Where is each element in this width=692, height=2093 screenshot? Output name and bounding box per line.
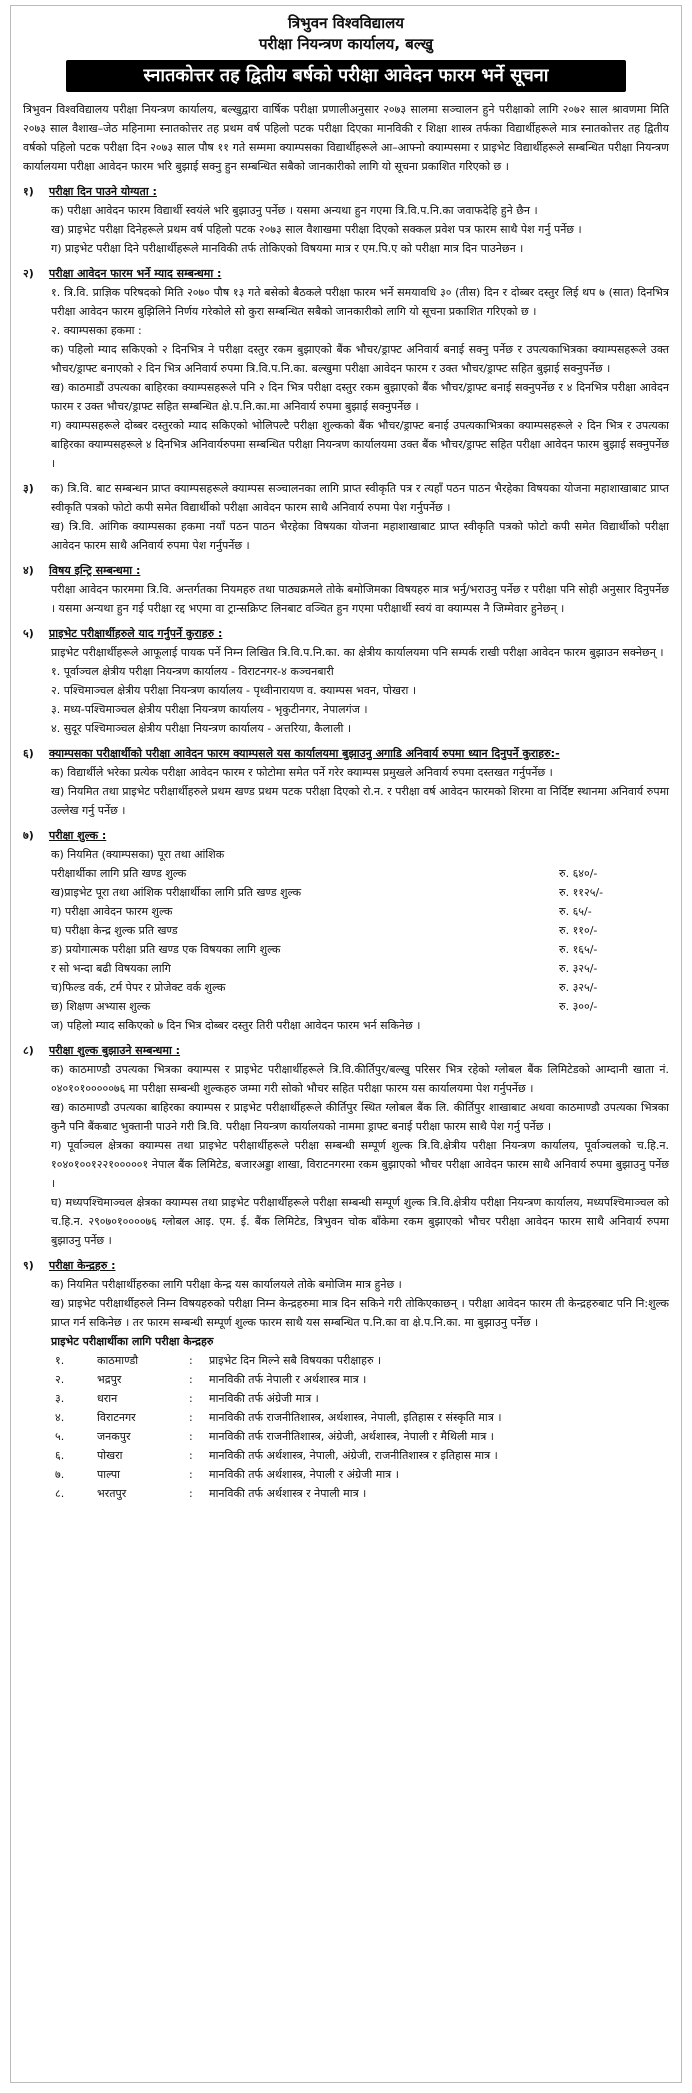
table-row: ३. धरान : मानविकी तर्फ अंग्रेजी मात्र ।: [55, 1392, 319, 1405]
table-row: १. काठमाण्डौ : प्राइभेट दिन मिल्ने सबै विषयका परीक्षाहरु ।: [55, 1354, 382, 1367]
office-item: १. पूर्वाञ्चल क्षेत्रीय परीक्षा नियन्त्रण कार्यालय - विराटनगर-४ कञ्चनबारी: [51, 665, 334, 678]
section-exam-centers: [23, 1256, 669, 1503]
fee-intro: क) नियमित (क्याम्पसका) पूरा तथा आंशिक: [51, 848, 225, 861]
list-item: ख) काठमाडौं उपत्यका बाहिरका क्याम्पसहरूले पनि २ दिन भित्र परीक्षा दस्तुर रकम बुझाएको बैंक भौचर/ड्राफ्ट बनाई सक्नुपर्नेछ र ४ दिनभित्र परीक्षा आवेदन फारम र उक्त भौचर/ड्राफ्ट सहित सम्बन्धित क्षे.प.नि.का.मा अनिवार्य रुपमा बुझाई सक्नुपर्नेछ ।: [51, 381, 669, 413]
fee-row: ग) परीक्षा आवेदन फारम शुल्क रु. ६५/-: [51, 905, 592, 918]
fee-row: ङ) प्रयोगात्मक परीक्षा प्रति खण्ड एक विषयका लागि शुल्क रु. १६५/-: [51, 943, 598, 956]
list-item: घ) मध्यपश्चिमाञ्चल क्षेत्रका क्याम्पस तथा प्राइभेट परीक्षार्थीहरूले परीक्षा सम्बन्धी सम्पूर्ण शुल्क त्रि.वि.क्षेत्रीय परीक्षा नियन्त्रण कार्यालय, मध्यपश्चिमाञ्चल को च.हि.न. २९०७०१००००७६ ग्लोबल आइ. एम. ई. बैंक लिमिटेड, त्रिभुवन चोक बाँकेमा रकम बुझाएको भौचर परीक्षा आवेदन फारम साथै अनिवार्य रुपमा बुझाउनु पर्नेछ ।: [51, 1196, 669, 1247]
list-item: ग) प्राइभेट परीक्षा दिने परीक्षार्थीहरूले मानविकी तर्फ तोकिएको विषयमा मात्र र एम.पि.ए को परीक्षा मात्र दिन पाउनेछन ।: [51, 242, 524, 255]
section-deadline: [23, 264, 669, 473]
section-heading: ४) विषय इन्ट्रि सम्बन्धमा :: [23, 564, 141, 577]
section-heading: ३): [23, 482, 34, 495]
section-campus-checks: [23, 744, 669, 820]
centers-table: [51, 1351, 505, 1503]
table-row: ८. भरतपुर : मानविकी तर्फ अर्थशास्त्र र नेपाली मात्र ।: [55, 1487, 367, 1500]
fee-note: ज) पहिलो म्याद सकिएको ७ दिन भित्र दोब्बर दस्तुर तिरी परीक्षा आवेदन फारम भर्न सकिनेछ ।: [51, 1019, 421, 1032]
list-item: ख) नियमित तथा प्राइभेट परीक्षार्थीहरुले प्रथम खण्ड प्रथम पटक परीक्षा दिएको रो.न. र परीक्षा वर्ष आवेदन फारमको शिरमा वा निर्दिष्ट स्थानमा अनिवार्य रुपमा उल्लेख गर्नु पर्नेछ ।: [51, 785, 669, 817]
section-private-notes: [23, 624, 669, 738]
notice-title-banner: स्नातकोत्तर तह द्वितीय बर्षको परीक्षा आवेदन फारम भर्ने सूचना: [66, 60, 626, 92]
section-heading: ६) क्याम्पसका परीक्षार्थीको परीक्षा आवेदन फारम क्याम्पसले यस कार्यालयमा बुझाउनु अगाडि अनिवार्य रुपमा ध्यान दिनुपर्ने कुराहरु:-: [23, 747, 560, 760]
section-fee-payment: [23, 1041, 669, 1250]
list-item: क) नियमित परीक्षार्थीहरुका लागि परीक्षा केन्द्र यस कार्यालयले तोके बमोजिम मात्र हुनेछ ।: [51, 1278, 402, 1291]
university-name: त्रिभुवन विश्वविद्यालय: [288, 14, 404, 32]
table-row: ५. जनकपुर : मानविकी तर्फ राजनीतिशास्त्र, अंग्रेजी, अर्थशास्त्र, नेपाली र मैथिली मात्र ।: [55, 1430, 494, 1443]
notice-page: [10, 5, 682, 2083]
list-item: २. क्याम्पसका हकमा :: [51, 324, 142, 337]
section-text: परीक्षा आवेदन फारममा त्रि.वि. अन्तर्गतका नियमहरु तथा पाठ्यक्रमले तोके बमोजिमका विषयहरु मात्र भर्नु/भराउनु पर्नेछ र परीक्षा पनि सोही अनुसार दिनुपर्नेछ । यसमा अन्यथा हुन गई परीक्षा रद्द भएमा वा ट्रान्सक्रिप्ट लिनबाट वञ्चित हुन गएमा परीक्षार्थी स्वयं वा क्याम्पस नै जिम्मेवार हुनेछन् ।: [51, 583, 669, 615]
office-item: ४. सुदूर पश्चिमाञ्चल क्षेत्रीय परीक्षा नियन्त्रण कार्यालय - अत्तरिया, कैलाली ।: [51, 722, 352, 735]
list-item: ख) प्राइभेट परीक्षा दिनेहरूले प्रथम वर्ष पहिलो पटक २०७३ साल वैशाखमा परीक्षा दिएको सक्कल प्रवेश पत्र फारम साथै पेश गर्नु पर्नेछ ।: [51, 223, 582, 236]
section-heading: २) परीक्षा आवेदन फारम भर्ने म्याद सम्बन्धमा :: [23, 267, 222, 280]
section-text: प्राइभेट परीक्षार्थीहरूले आफूलाई पायक पर्ने निम्न लिखित त्रि.वि.प.नि.का. का क्षेत्रीय कार्यालयमा पनि सम्पर्क राखी परीक्षा आवेदन फारम बुझाउन सक्नेछन् ।: [51, 646, 664, 659]
section-heading: १) परीक्षा दिन पाउने योग्यता :: [23, 185, 157, 198]
centers-title: प्राइभेट परीक्षार्थीका लागि परीक्षा केन्द्रहरु: [51, 1335, 214, 1348]
list-item: १. त्रि.वि. प्राज्ञिक परिषदको मिति २०७० पौष १३ गते बसेको बैठकले परीक्षा फारम भर्ने समयावधि ३० (तीस) दिन र दोब्बर दस्तुर लिई थप ७ (सात) दिनभित्र परीक्षा आवेदन फारम बुझिलिने निर्णय गरेकोले सो कुरा सम्बन्धित सबैको जानकारीको लागि यो सूचना प्रकाशित गरिएको छ ।: [51, 286, 669, 318]
intro-paragraph: त्रिभुवन विश्वविद्यालय परीक्षा नियन्त्रण कार्यालय, बल्खुद्वारा वार्षिक परीक्षा प्रणालीअनुसार २०७३ सालमा सञ्चालन हुने परीक्षाको लागि २०७२ साल श्रावणमा मिति २०७३ साल वैशाख–जेठ महिनामा स्नातकोत्तर तह प्रथम वर्ष पहिलो पटक परीक्षा दिएका मानविकी र शिक्षा शास्त्र तर्फका विद्यार्थीहरूले मात्र स्नातकोत्तर तह द्वितीय वर्षको पहिलो पटक परीक्षा दिन २०७३ साल पौष ११ गते सम्ममा क्याम्पसका विद्यार्थीहरूले आ–आफ्नो क्याम्पसमा र प्राइभेट विद्यार्थीहरूले सम्बन्धित परीक्षा नियन्त्रण कार्यालयमा परीक्षा आवेदन फारम भरि बुझाई सक्नु हुन सम्बन्धित सबैको जानकारीको लागि यो सूचना प्रकाशित गरिएको छ ।: [23, 103, 669, 173]
list-item: क) विद्यार्थीले भरेका प्रत्येक परीक्षा आवेदन फारम र फोटोमा समेत पर्ने गरेर क्याम्पस प्रमुखले अनिवार्य रुपमा दस्तखत गर्नुपर्नेछ ।: [51, 766, 553, 779]
table-row: ६. पोखरा : मानविकी तर्फ अर्थशास्त्र, नेपाली, अंग्रेजी, राजनीतिशास्त्र र इतिहास मात्र ।: [55, 1449, 498, 1462]
list-item: क) पहिलो म्याद सकिएको २ दिनभित्र ने परीक्षा दस्तुर रकम बुझाएको बैंक भौचर/ड्राफ्ट अनिवार्य बनाई सक्नु पर्नेछ र उपत्यकाभित्रका क्याम्पसहरूले उक्त भौचर/ड्राफ्ट बनाएको २ दिन भित्र अनिवार्य रुपमा त्रि.वि.प.नि.का. बल्खुमा परीक्षा आवेदन फारम र उक्त भौचर/ड्राफ्ट सहित बुझाई सक्नुपर्नेछ ।: [51, 343, 669, 375]
fee-row: ख)प्राइभेट पूरा तथा आंशिक परीक्षार्थीका लागि प्रति खण्ड शुल्क रु. ११२५/-: [51, 886, 604, 899]
list-item: क) त्रि.वि. बाट सम्बन्धन प्राप्त क्याम्पसहरूले क्याम्पस सञ्चालनका लागि प्राप्त स्वीकृति पत्र र त्यहाँ पठन पाठन भैरहेका विषयका योजना महाशाखाबाट प्राप्त स्वीकृति पत्रको फोटो कपी समेत विद्यार्थीको परीक्षा आवेदन फारम साथै अनिवार्य रुपमा पेश गर्नुपर्नेछ ।: [51, 482, 669, 514]
list-item: ख) काठमाण्डौ उपत्यका बाहिरका क्याम्पस र प्राइभेट परीक्षार्थीहरूले कीर्तिपुर स्थित ग्लोबल बैंक लि. कीर्तिपुर शाखाबाट अथवा काठमाण्डौ उपत्यका भित्रका कुनै पनि बैंकबाट भुक्तानी पाउने गरी त्रि.वि. परीक्षा नियन्त्रण कार्यालयको नाममा ड्राफ्ट बनाई परीक्षा फारम साथै पेश गर्नु पर्नेछ ।: [51, 1101, 669, 1133]
list-item: क) परीक्षा आवेदन फारम विद्यार्थी स्वयंले भरि बुझाउनु पर्नेछ । यसमा अन्यथा हुन गएमा त्रि.वि.प.नि.का जवाफदेहि हुने छैन ।: [51, 204, 538, 217]
list-item: ख) प्राइभेट परीक्षार्थीहरुले निम्न विषयहरुको परीक्षा निम्न केन्द्रहरुमा मात्र दिन सकिने गरी तोकिएकाछन् । परीक्षा आवेदन फारम ती केन्द्रहरुबाट पनि नि:शुल्क प्राप्त गर्न सकिनेछ । तर फारम सम्बन्धी सम्पूर्ण शुल्क फारम साथै यस सम्बन्धित प.नि.का वा क्षे.प.नि.का. मा बुझाउनु पर्नेछ ।: [51, 1297, 669, 1329]
section-subject-entry: [23, 561, 669, 618]
office-item: ३. मध्य-पश्चिमाञ्चल क्षेत्रीय परीक्षा नियन्त्रण कार्यालय - भृकुटीनगर, नेपालगंज ।: [51, 703, 368, 716]
section-heading: ५) प्राइभेट परीक्षार्थीहरुले याद गर्नुपर्ने कुराहरु :: [23, 627, 223, 640]
table-row: ४. विराटनगर : मानविकी तर्फ राजनीतिशास्त्र, अर्थशास्त्र, नेपाली, इतिहास र संस्कृति मात्र ।: [55, 1411, 502, 1424]
office-name: परीक्षा नियन्त्रण कार्यालय, बल्खु: [258, 35, 434, 53]
section-fees: [23, 826, 669, 1035]
table-row: २. भद्रपुर : मानविकी तर्फ नेपाली र अर्थशास्त्र मात्र ।: [55, 1373, 367, 1386]
fee-row: घ) परीक्षा केन्द्र शुल्क प्रति खण्ड रु. ११०/-: [51, 924, 598, 937]
fee-row: परीक्षार्थीका लागि प्रति खण्ड शुल्क रु. ६४०/-: [51, 867, 598, 880]
section-affiliation: [23, 479, 669, 555]
office-item: २. पश्चिमाञ्चल क्षेत्रीय परीक्षा नियन्त्रण कार्यालय - पृथ्वीनारायण व. क्याम्पस भवन, पोखरा ।: [51, 684, 417, 697]
list-item: ग) पूर्वाञ्चल क्षेत्रका क्याम्पस तथा प्राइभेट परीक्षार्थीहरूले परीक्षा सम्बन्धी सम्पूर्ण शुल्क त्रि.वि.क्षेत्रीय परीक्षा नियन्त्रण कार्यालय, पूर्वाञ्चलको च.हि.न. १०४०१००१२२१०००००१ नेपाल बैंक लिमिटेड, बजारअड्डा शाखा, विराटनगरमा रकम बुझाएको भौचर परीक्षा आवेदन फारम साथै अनिवार्य रुपमा बुझाउनु पर्नेछ ।: [51, 1139, 669, 1190]
fee-row: र सो भन्दा बढी विषयका लागि रु. ३२५/-: [51, 962, 598, 975]
list-item: क) काठमाण्डौ उपत्यका भित्रका क्याम्पस र प्राइभेट परीक्षार्थीहरूले त्रि.वि.कीर्तिपुर/बल्खु परिसर भित्र रहेको ग्लोबल बैंक लिमिटेडको आम्दानी खाता नं. ०४०१०१०००००७६ मा परीक्षा सम्बन्धी शुल्कहरु जम्मा गरी सोको भौचर सहित परीक्षा फारम यस कार्यालयमा पेश गर्नुपर्नेछ ।: [51, 1063, 669, 1095]
section-eligibility: [23, 182, 669, 258]
list-item: ख) त्रि.वि. आंगिक क्याम्पसका हकमा नयाँ पठन पाठन भैरहेका विषयका योजना महाशाखाबाट प्राप्त स्वीकृति पत्रको फोटो कपी समेत विद्यार्थीको परीक्षा आवेदन फारम साथै अनिवार्य रुपमा पेश गर्नुपर्नेछ ।: [51, 520, 669, 552]
fee-row: च)फिल्ड वर्क, टर्म पेपर र प्रोजेक्ट वर्क शुल्क रु. ३२५/-: [51, 981, 598, 994]
fee-row: छ) शिक्षण अभ्यास शुल्क रु. ३००/-: [51, 1000, 598, 1013]
list-item: ग) क्याम्पसहरूले दोब्बर दस्तुरको म्याद सकिएको भोलिपल्टै परीक्षा शुल्कको बैंक भौचर/ड्राफ्ट बनाई उपत्यकाभित्रका क्याम्पसहरूले २ दिन भित्र र उपत्यका बाहिरका क्याम्पसहरूले ४ दिनभित्र अनिवार्यरुपमा सम्बन्धित परीक्षा नियन्त्रण कार्यालयमा उक्त बैंक भौचर/ड्राफ्ट सहित परीक्षा आवेदन फारम बुझाई सक्नुपर्नेछ ।: [51, 419, 669, 470]
section-heading: ९) परीक्षा केन्द्रहरु :: [23, 1259, 116, 1272]
section-heading: ७) परीक्षा शुल्क :: [23, 829, 107, 842]
table-row: ७. पाल्पा : मानविकी तर्फ अर्थशास्त्र, नेपाली र अंग्रेजी मात्र ।: [55, 1468, 399, 1481]
section-heading: ८) परीक्षा शुल्क बुझाउने सम्बन्धमा :: [23, 1044, 181, 1057]
